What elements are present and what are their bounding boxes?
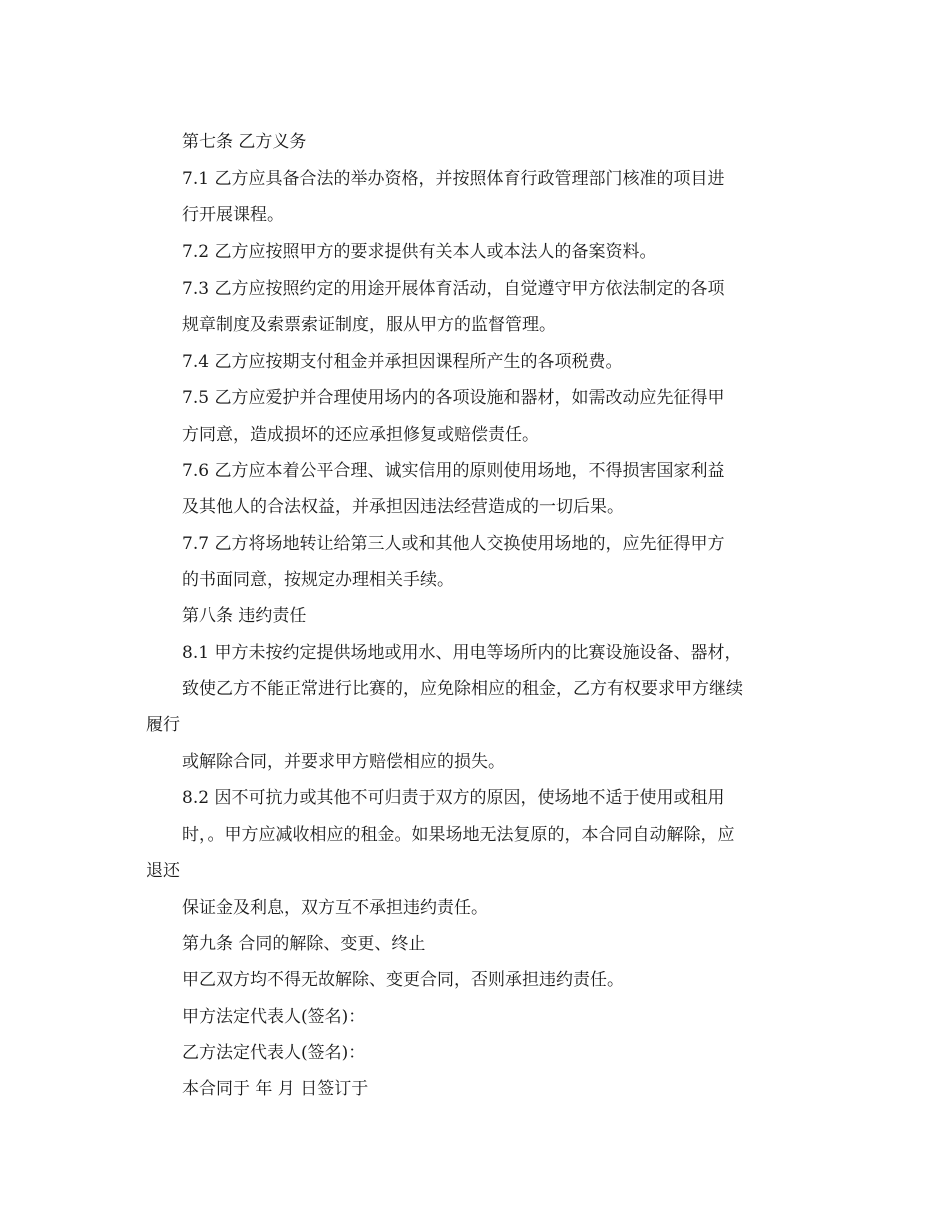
party-b-signature-line: 乙方法定代表人(签名)： — [182, 1043, 366, 1063]
party-a-signature-line: 甲方法定代表人(签名)： — [182, 1007, 366, 1027]
clause-8-1-end: 或解除合同，并要求甲方赔偿相应的损失。 — [182, 752, 505, 772]
clause-7-7-cont: 的书面同意，按规定办理相关手续。 — [182, 570, 454, 590]
clause-8-1-wrap: 履行 — [146, 715, 180, 735]
clause-7-3-cont: 规章制度及索票索证制度，服从甲方的监督管理。 — [182, 315, 556, 335]
heading-article-7: 第七条 乙方义务 — [182, 132, 307, 152]
clause-9-text: 甲乙双方均不得无故解除、变更合同，否则承担违约责任。 — [182, 970, 624, 990]
heading-article-8: 第八条 违约责任 — [182, 606, 307, 626]
clause-7-5: 7.5 乙方应爱护并合理使用场内的各项设施和器材，如需改动应先征得甲 — [182, 388, 725, 408]
clause-7-6: 7.6 乙方应本着公平合理、诚实信用的原则使用场地，不得损害国家利益 — [182, 461, 725, 481]
clause-8-2: 8.2 因不可抗力或其他不可归责于双方的原因，使场地不适于使用或租用 — [182, 788, 725, 808]
clause-7-4: 7.4 乙方应按期支付租金并承担因课程所产生的各项税费。 — [182, 352, 623, 372]
clause-8-2-wrap: 退还 — [146, 861, 180, 881]
clause-7-1-cont: 行开展课程。 — [182, 205, 284, 225]
clause-7-1: 7.1 乙方应具备合法的举办资格，并按照体育行政管理部门核准的项目进 — [182, 169, 725, 189]
signing-date-line: 本合同于 年 月 日签订于 — [182, 1079, 369, 1099]
heading-article-9: 第九条 合同的解除、变更、终止 — [182, 934, 426, 954]
clause-7-7: 7.7 乙方将场地转让给第三人或和其他人交换使用场地的，应先征得甲方 — [182, 534, 725, 554]
clause-8-1-cont: 致使乙方不能正常进行比赛的，应免除相应的租金，乙方有权要求甲方继续 — [182, 679, 743, 699]
clause-7-5-cont: 方同意，造成损坏的还应承担修复或赔偿责任。 — [182, 425, 539, 445]
clause-7-2: 7.2 乙方应按照甲方的要求提供有关本人或本法人的备案资料。 — [182, 242, 657, 262]
clause-7-3: 7.3 乙方应按照约定的用途开展体育活动，自觉遵守甲方依法制定的各项 — [182, 279, 725, 299]
clause-7-6-cont: 及其他人的合法权益，并承担因违法经营造成的一切后果。 — [182, 497, 624, 517]
clause-8-2-cont: 时，。甲方应减收相应的租金。如果场地无法复原的，本合同自动解除，应 — [182, 825, 735, 845]
clause-8-2-end: 保证金及利息，双方互不承担违约责任。 — [182, 898, 488, 918]
clause-8-1: 8.1 甲方未按约定提供场地或用水、用电等场所内的比赛设施设备、器材， — [182, 643, 742, 663]
